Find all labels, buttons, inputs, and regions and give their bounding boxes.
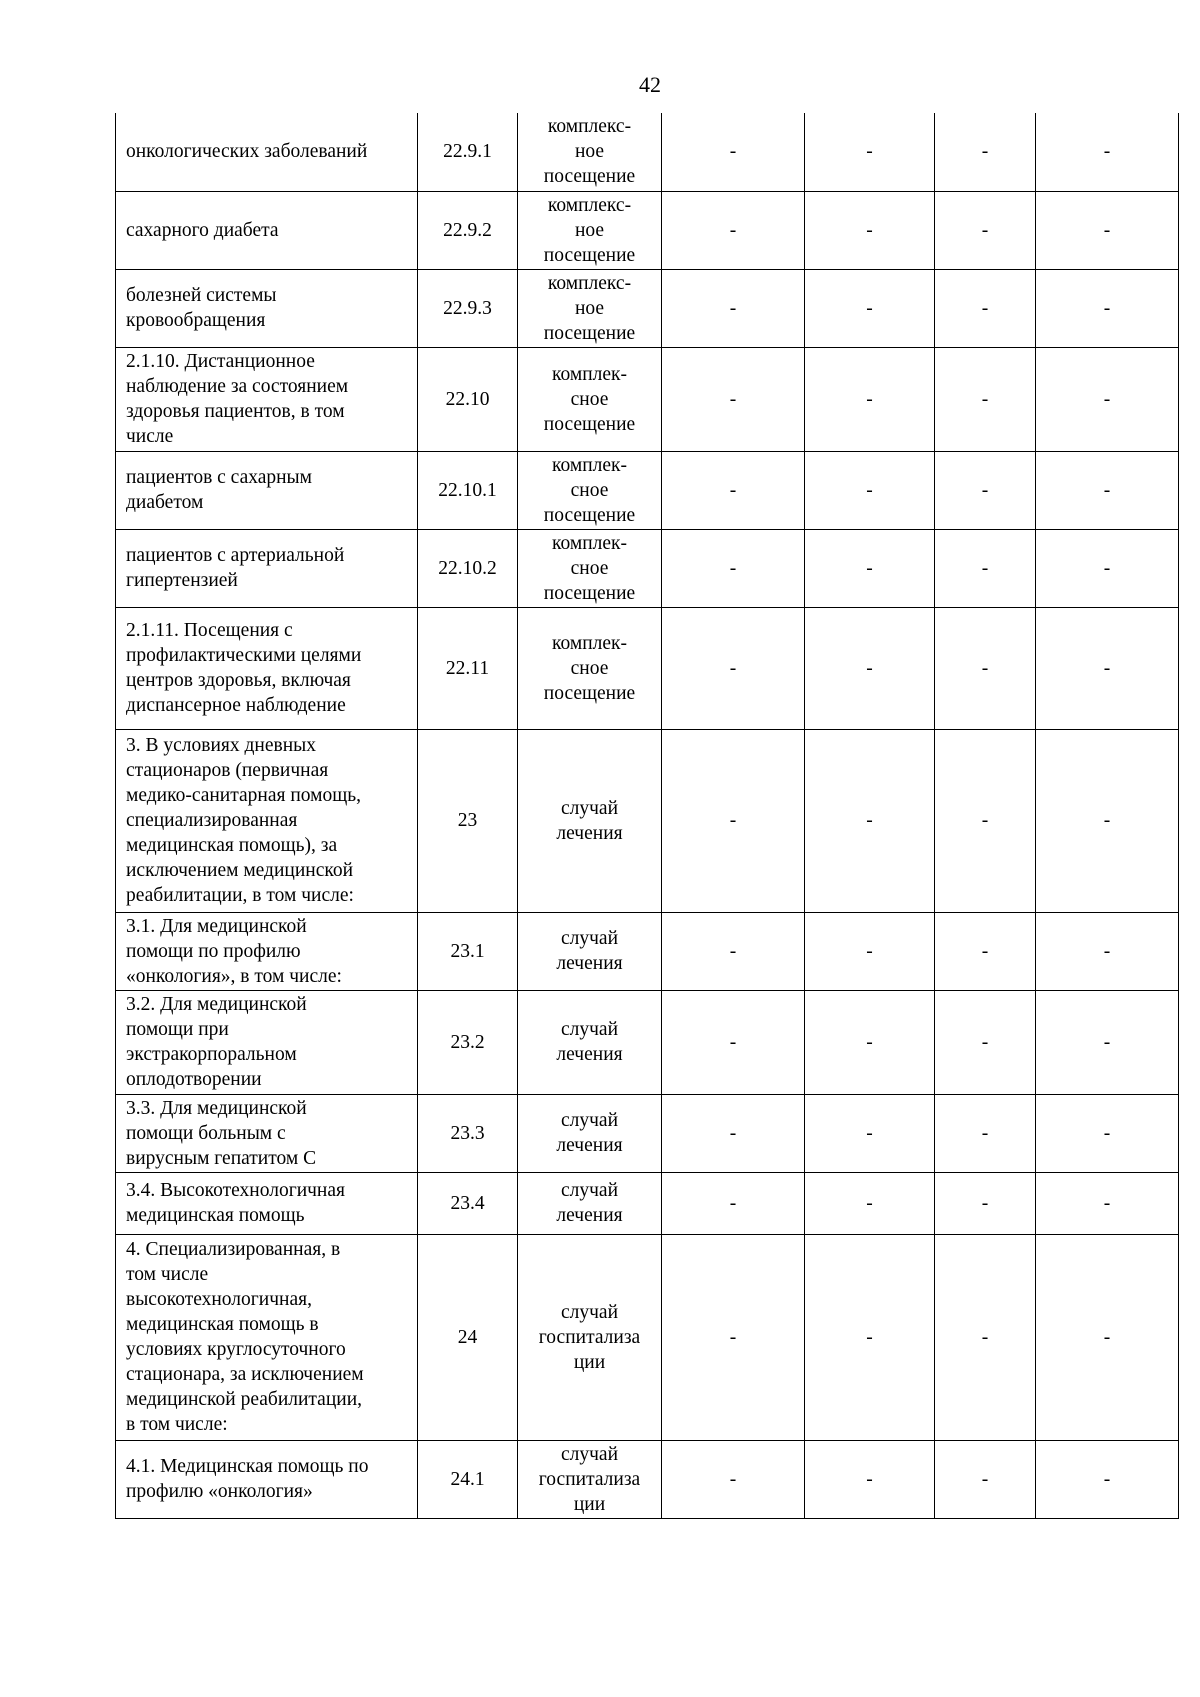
row-unit-cell: комплек- сное посещение [518, 529, 662, 607]
row-code-cell: 24 [418, 1234, 518, 1440]
table-row [116, 912, 1179, 990]
row-name-cell: сахарного диабета [116, 191, 418, 269]
row-value-cell: - [662, 451, 805, 529]
row-value-cell: - [1036, 191, 1179, 269]
table-row [116, 529, 1179, 607]
row-value-cell: - [1036, 912, 1179, 990]
row-value-cell: - [935, 1094, 1036, 1172]
table-row [116, 1440, 1179, 1518]
table-row [116, 607, 1179, 729]
row-value-cell: - [1036, 529, 1179, 607]
row-code-cell: 23.1 [418, 912, 518, 990]
row-unit-cell: случай госпитализа ции [518, 1440, 662, 1518]
row-value-cell: - [1036, 451, 1179, 529]
row-value-cell: - [935, 1440, 1036, 1518]
row-value-cell: - [1036, 1234, 1179, 1440]
table-row [116, 191, 1179, 269]
row-value-cell: - [935, 191, 1036, 269]
row-value-cell: - [662, 990, 805, 1094]
row-name-cell: 2.1.11. Посещения с профилактическими целями центров здоровья, включая диспансерное наблюдение [116, 607, 418, 729]
row-unit-cell: случай лечения [518, 912, 662, 990]
row-name-cell: 4. Специализированная, в том числе высокотехнологичная, медицинская помощь в условиях круглосуточного стационара, за исключением медицинской реабилитации, в том числе: [116, 1234, 418, 1440]
row-code-cell: 22.10.1 [418, 451, 518, 529]
row-name-cell: 2.1.10. Дистанционное наблюдение за состоянием здоровья пациентов, в том числе [116, 347, 418, 451]
row-value-cell: - [662, 912, 805, 990]
table-row [116, 1172, 1179, 1234]
row-value-cell: - [662, 1094, 805, 1172]
row-value-cell: - [662, 347, 805, 451]
row-unit-cell: случай лечения [518, 990, 662, 1094]
table-row [116, 451, 1179, 529]
table-row [116, 347, 1179, 451]
row-value-cell: - [662, 529, 805, 607]
row-value-cell: - [935, 1234, 1036, 1440]
row-value-cell: - [662, 113, 805, 191]
row-code-cell: 22.9.2 [418, 191, 518, 269]
row-code-cell: 22.10.2 [418, 529, 518, 607]
row-value-cell: - [805, 607, 935, 729]
row-value-cell: - [935, 1172, 1036, 1234]
row-value-cell: - [805, 912, 935, 990]
table-row [116, 1234, 1179, 1440]
row-value-cell: - [805, 191, 935, 269]
row-value-cell: - [662, 1440, 805, 1518]
row-unit-cell: комплек- сное посещение [518, 607, 662, 729]
row-unit-cell: случай госпитализа ции [518, 1234, 662, 1440]
row-name-cell: болезней системы кровообращения [116, 269, 418, 347]
row-unit-cell: комплек- сное посещение [518, 451, 662, 529]
table-row [116, 990, 1179, 1094]
row-code-cell: 23.4 [418, 1172, 518, 1234]
row-name-cell: пациентов с сахарным диабетом [116, 451, 418, 529]
row-unit-cell: комплекс- ное посещение [518, 113, 662, 191]
row-value-cell: - [935, 451, 1036, 529]
row-value-cell: - [935, 729, 1036, 912]
row-value-cell: - [805, 1172, 935, 1234]
row-value-cell: - [935, 990, 1036, 1094]
row-unit-cell: комплек- сное посещение [518, 347, 662, 451]
row-value-cell: - [662, 1234, 805, 1440]
row-code-cell: 24.1 [418, 1440, 518, 1518]
page-number: 42 [639, 72, 661, 97]
row-code-cell: 23 [418, 729, 518, 912]
row-unit-cell: комплекс- ное посещение [518, 191, 662, 269]
row-code-cell: 22.11 [418, 607, 518, 729]
row-value-cell: - [662, 607, 805, 729]
row-name-cell: 3. В условиях дневных стационаров (первичная медико-санитарная помощь, специализированная медицинская помощь), за исключением медицинской реабилитации, в том числе: [116, 729, 418, 912]
row-value-cell: - [1036, 347, 1179, 451]
table-row [116, 729, 1179, 912]
row-value-cell: - [805, 990, 935, 1094]
row-value-cell: - [935, 607, 1036, 729]
row-value-cell: - [1036, 113, 1179, 191]
row-value-cell: - [805, 347, 935, 451]
row-value-cell: - [805, 1234, 935, 1440]
row-name-cell: 3.1. Для медицинской помощи по профилю «онкология», в том числе: [116, 912, 418, 990]
row-name-cell: 3.4. Высокотехнологичная медицинская помощь [116, 1172, 418, 1234]
row-code-cell: 23.3 [418, 1094, 518, 1172]
row-name-cell: пациентов с артериальной гипертензией [116, 529, 418, 607]
row-value-cell: - [805, 529, 935, 607]
table-row [116, 1094, 1179, 1172]
row-unit-cell: случай лечения [518, 1172, 662, 1234]
row-value-cell: - [805, 1440, 935, 1518]
row-value-cell: - [1036, 729, 1179, 912]
row-unit-cell: комплекс- ное посещение [518, 269, 662, 347]
row-value-cell: - [1036, 269, 1179, 347]
row-value-cell: - [1036, 1172, 1179, 1234]
row-value-cell: - [935, 269, 1036, 347]
row-unit-cell: случай лечения [518, 1094, 662, 1172]
row-value-cell: - [662, 191, 805, 269]
row-name-cell: 3.3. Для медицинской помощи больным с вирусным гепатитом С [116, 1094, 418, 1172]
table-row [116, 113, 1179, 191]
row-value-cell: - [805, 729, 935, 912]
row-unit-cell: случай лечения [518, 729, 662, 912]
row-value-cell: - [805, 113, 935, 191]
row-value-cell: - [805, 1094, 935, 1172]
row-value-cell: - [662, 1172, 805, 1234]
row-value-cell: - [935, 347, 1036, 451]
row-name-cell: 4.1. Медицинская помощь по профилю «онкология» [116, 1440, 418, 1518]
row-code-cell: 23.2 [418, 990, 518, 1094]
row-code-cell: 22.9.3 [418, 269, 518, 347]
row-code-cell: 22.9.1 [418, 113, 518, 191]
row-value-cell: - [1036, 990, 1179, 1094]
data-table [115, 113, 1179, 1519]
row-value-cell: - [662, 729, 805, 912]
row-value-cell: - [662, 269, 805, 347]
table-row [116, 269, 1179, 347]
row-name-cell: 3.2. Для медицинской помощи при экстракорпоральном оплодотворении [116, 990, 418, 1094]
row-value-cell: - [935, 912, 1036, 990]
row-value-cell: - [1036, 1440, 1179, 1518]
row-name-cell: онкологических заболеваний [116, 113, 418, 191]
row-value-cell: - [935, 529, 1036, 607]
row-value-cell: - [805, 269, 935, 347]
row-value-cell: - [935, 113, 1036, 191]
row-value-cell: - [1036, 1094, 1179, 1172]
row-value-cell: - [805, 451, 935, 529]
row-value-cell: - [1036, 607, 1179, 729]
row-code-cell: 22.10 [418, 347, 518, 451]
